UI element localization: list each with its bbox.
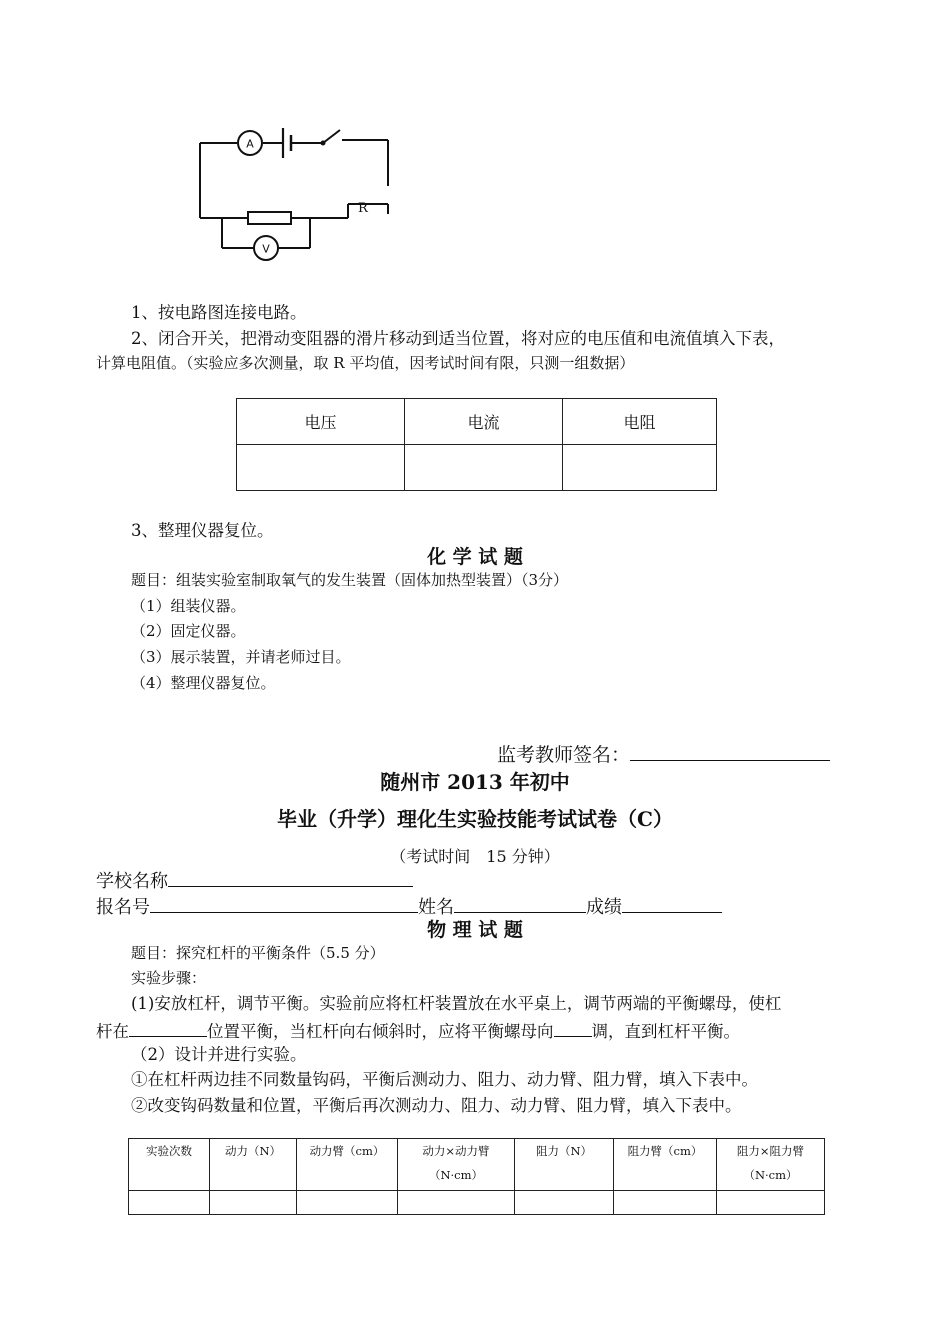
- school-field[interactable]: [168, 868, 413, 887]
- physics-step-1-line-1: (1)安放杠杆，调节平衡。实验前应将杠杆装置放在水平桌上，调节两端的平衡螺母，使杠: [131, 994, 782, 1013]
- chemistry-step-1: （1）组装仪器。: [131, 597, 246, 615]
- physics-step-2-1: ①在杠杆两边挂不同数量钩码，平衡后测动力、阻力、动力臂、阻力臂，填入下表中。: [131, 1070, 758, 1089]
- header-load-product: 阻力×阻力臂 （N·cm）: [717, 1139, 825, 1191]
- cell-effort[interactable]: [210, 1191, 297, 1215]
- cell-trial[interactable]: [129, 1191, 210, 1215]
- name-label: 姓名: [418, 897, 454, 918]
- cell-current[interactable]: [405, 445, 563, 491]
- physics-step-1-line-2: 杆在 位置平衡，当杠杆向右倾斜时，应将平衡螺母向 调，直到杠杆平衡。: [96, 1018, 740, 1043]
- header-voltage: 电压: [237, 399, 405, 445]
- score-field[interactable]: [622, 894, 722, 913]
- balance-position-blank[interactable]: [129, 1018, 207, 1037]
- header-resistance: 电阻: [563, 399, 717, 445]
- regno-field[interactable]: [150, 894, 418, 913]
- electric-data-table: [236, 398, 717, 491]
- step-2-line-1: 2、闭合开关，把滑动变阻器的滑片移动到适当位置，将对应的电压值和电流值填入下表，: [131, 329, 785, 348]
- resistor-symbol: [248, 212, 291, 224]
- chemistry-question: 题目：组装实验室制取氧气的发生装置（固体加热型装置）（3分）: [131, 571, 569, 589]
- physics-step-2: （2）设计并进行实验。: [131, 1045, 307, 1064]
- physics-steps-label: 实验步骤：: [131, 969, 207, 987]
- chemistry-step-2: （2）固定仪器。: [131, 622, 246, 640]
- circuit-diagram: [190, 118, 400, 268]
- cell-effort-arm[interactable]: [297, 1191, 398, 1215]
- cell-effort-product[interactable]: [398, 1191, 515, 1215]
- cell-voltage[interactable]: [237, 445, 405, 491]
- voltmeter-label: V: [262, 242, 270, 256]
- header-current: 电流: [405, 399, 563, 445]
- resistor-label: R: [358, 201, 368, 216]
- regno-label: 报名号: [96, 897, 150, 918]
- step-2-line-2: 计算电阻值。（实验应多次测量，取 R 平均值，因考试时间有限，只测一组数据）: [96, 354, 635, 372]
- chemistry-step-3: （3）展示装置，并请老师过目。: [131, 648, 351, 666]
- header-load: 阻力（N）: [515, 1139, 614, 1191]
- cell-resistance[interactable]: [563, 445, 717, 491]
- step-3: 3、整理仪器复位。: [131, 521, 274, 540]
- physics-title: 物 理 试 题: [427, 919, 523, 941]
- header-trial: 实验次数: [129, 1139, 210, 1191]
- school-row: [96, 867, 413, 893]
- school-label: 学校名称: [96, 871, 168, 892]
- exam-title-line-2: 毕业（升学）理化生实验技能考试试卷（C）: [277, 807, 673, 831]
- header-effort: 动力（N）: [210, 1139, 297, 1191]
- lever-data-table: [128, 1138, 825, 1215]
- proctor-label: 监考教师签名：: [497, 744, 631, 766]
- chemistry-title: 化 学 试 题: [427, 546, 523, 568]
- header-load-arm: 阻力臂（cm）: [614, 1139, 717, 1191]
- score-label: 成绩: [586, 897, 622, 918]
- cell-load-product[interactable]: [717, 1191, 825, 1215]
- ammeter-label: A: [246, 137, 254, 151]
- cell-load-arm[interactable]: [614, 1191, 717, 1215]
- physics-step-2-2: ②改变钩码数量和位置，平衡后再次测动力、阻力、动力臂、阻力臂，填入下表中。: [131, 1096, 742, 1115]
- cell-load[interactable]: [515, 1191, 614, 1215]
- chemistry-step-4: （4）整理仪器复位。: [131, 674, 276, 692]
- name-field[interactable]: [454, 894, 586, 913]
- exam-time: （考试时间 15 分钟）: [390, 847, 560, 866]
- proctor-signature-field[interactable]: [630, 742, 830, 761]
- exam-title-line-1: 随州市 2013 年初中: [380, 770, 570, 794]
- nut-direction-blank[interactable]: [554, 1018, 592, 1037]
- step-1: 1、按电路图连接电路。: [131, 303, 307, 322]
- proctor-signature: [497, 740, 830, 767]
- header-effort-arm: 动力臂（cm）: [297, 1139, 398, 1191]
- physics-question: 题目：探究杠杆的平衡条件（5.5 分）: [131, 944, 385, 962]
- header-effort-product: 动力×动力臂 （N·cm）: [398, 1139, 515, 1191]
